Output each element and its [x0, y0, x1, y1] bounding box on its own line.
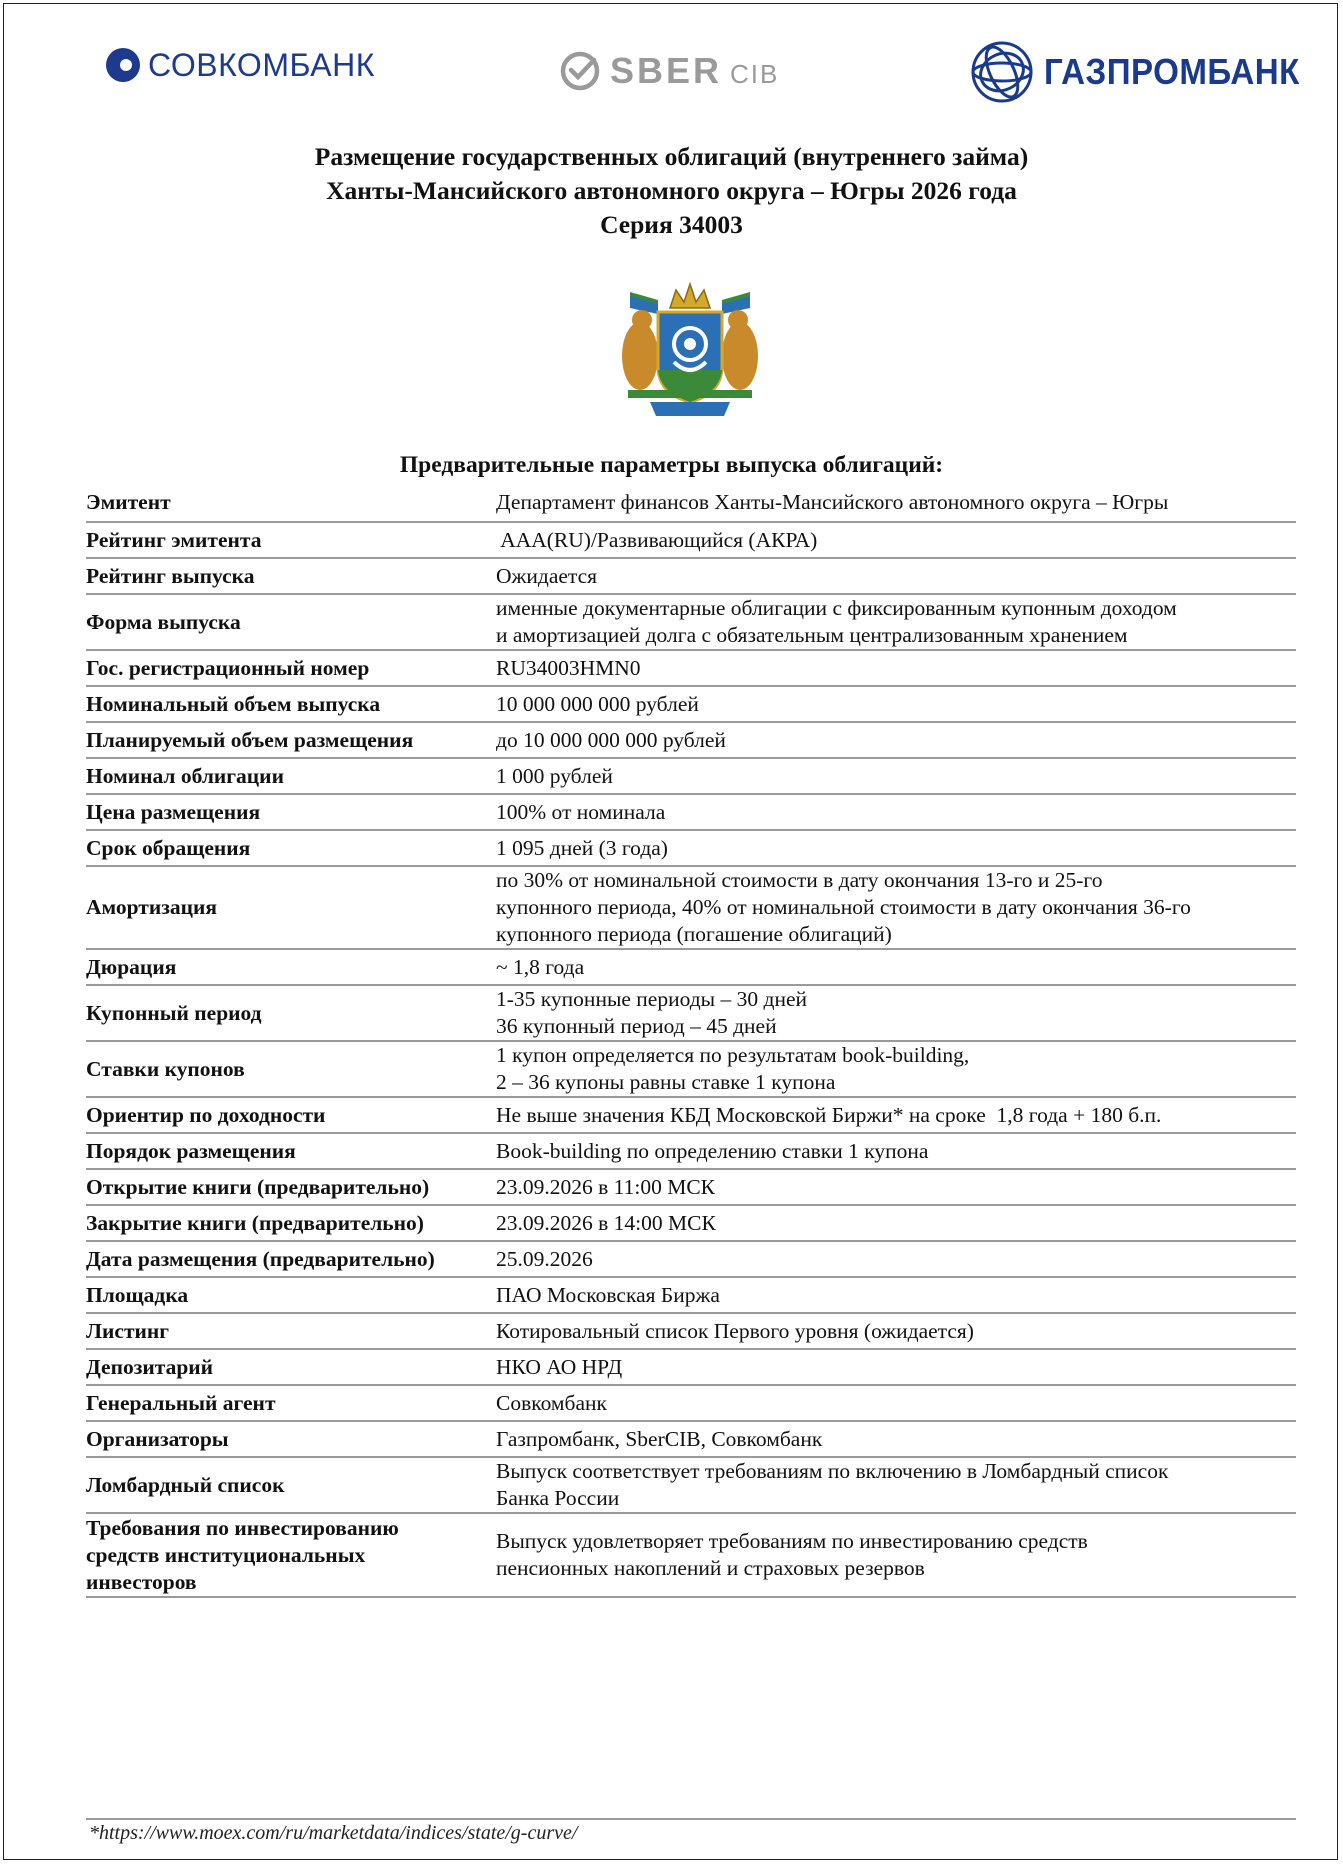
- param-value-line: RU34003HMN0: [496, 655, 641, 680]
- param-row: [86, 1241, 1296, 1277]
- param-key: Купонный период: [86, 1000, 262, 1025]
- partner-logos: [0, 38, 1343, 108]
- param-value-line: 100% от номинала: [496, 799, 666, 824]
- param-value-line: Газпромбанк, SberCIB, Совкомбанк: [496, 1426, 823, 1451]
- param-row: [86, 1349, 1296, 1385]
- param-row: [86, 1169, 1296, 1205]
- param-value-line: 10 000 000 000 рублей: [496, 691, 699, 716]
- param-value: [496, 1097, 1296, 1133]
- param-key: [86, 1513, 496, 1597]
- param-value: [496, 522, 1296, 558]
- param-row: [86, 686, 1296, 722]
- param-value-line: купонного периода (погашение облигаций): [496, 922, 892, 946]
- param-value-line: до 10 000 000 000 рублей: [496, 727, 726, 752]
- param-value-line: по 30% от номинальной стоимости в дату окончания 13-го и 25-го: [496, 868, 1103, 892]
- sber-wordmark: SBER: [610, 50, 723, 91]
- param-value: [496, 650, 1296, 686]
- param-key: Форма выпуска: [86, 609, 241, 634]
- param-row: [86, 1457, 1296, 1513]
- param-value-line: Book-building по определению ставки 1 купона: [496, 1138, 929, 1163]
- param-row: [86, 1385, 1296, 1421]
- section-heading: Предварительные параметры выпуска облигаций:: [399, 452, 944, 478]
- param-row: [86, 650, 1296, 686]
- param-value-line: 36 купонный период – 45 дней: [496, 1014, 777, 1038]
- param-row: [86, 866, 1296, 949]
- param-key: Срок обращения: [86, 835, 251, 860]
- param-key: Листинг: [86, 1318, 170, 1343]
- param-key: Планируемый объем размещения: [86, 727, 414, 752]
- param-key-line: инвесторов: [86, 1569, 197, 1594]
- gazprombank-globe-icon: [970, 40, 1034, 104]
- param-value: [496, 1241, 1296, 1277]
- param-row: [86, 794, 1296, 830]
- parameters-table: [86, 484, 1296, 1598]
- footnote-divider: [86, 1818, 1296, 1820]
- param-value: [496, 1277, 1296, 1313]
- param-value: [496, 484, 1296, 522]
- param-row: [86, 1513, 1296, 1597]
- param-value: [496, 758, 1296, 794]
- sber-check-icon: [560, 51, 600, 91]
- param-value-line: Совкомбанк: [496, 1390, 607, 1415]
- param-key: Цена размещения: [86, 799, 261, 824]
- footnote: *https://www.moex.com/ru/marketdata/indices/state/g-curve/: [89, 1822, 578, 1844]
- param-value: [496, 794, 1296, 830]
- sber-cib-suffix: CIB: [730, 58, 780, 89]
- param-value-line: ПАО Московская Биржа: [496, 1282, 720, 1307]
- param-key: Дюрация: [86, 954, 177, 979]
- param-value: [496, 1205, 1296, 1241]
- param-value-line: и амортизацией долга с обязательным централизованным хранением: [496, 623, 1128, 647]
- param-value-line: 23.09.2026 в 14:00 МСК: [496, 1210, 716, 1235]
- param-key: Дата размещения (предварительно): [86, 1246, 435, 1271]
- gazprombank-wordmark: ГАЗПРОМБАНК: [1044, 51, 1300, 92]
- param-key: Организаторы: [86, 1426, 229, 1451]
- param-row: [86, 558, 1296, 594]
- param-value: [496, 1041, 1296, 1097]
- title-line-1: Размещение государственных облигаций (внутреннего займа): [314, 142, 1029, 171]
- param-value-line: Ожидается: [496, 563, 598, 588]
- param-row: [86, 949, 1296, 985]
- param-value: [496, 558, 1296, 594]
- param-value: [496, 1513, 1296, 1597]
- param-key: Ставки купонов: [86, 1056, 245, 1081]
- param-value: [496, 1421, 1296, 1457]
- param-row: [86, 594, 1296, 650]
- param-value-line: Котировальный список Первого уровня (ожидается): [496, 1318, 974, 1343]
- param-key-line: Требования по инвестированию: [86, 1515, 399, 1540]
- param-value: [496, 1313, 1296, 1349]
- param-value: [496, 1457, 1296, 1513]
- param-value: [496, 722, 1296, 758]
- param-row: [86, 1277, 1296, 1313]
- param-key: Ориентир по доходности: [86, 1102, 326, 1127]
- param-value-line: 1 купон определяется по результатам book-building,: [496, 1043, 970, 1067]
- param-row: [86, 722, 1296, 758]
- param-row: [86, 830, 1296, 866]
- param-value: [496, 1349, 1296, 1385]
- param-value-line: именные документарные облигации с фиксированным купонным доходом: [496, 596, 1177, 620]
- param-value: [496, 1385, 1296, 1421]
- param-row: [86, 1133, 1296, 1169]
- param-value-line: Департамент финансов Ханты-Мансийского автономного округа – Югры: [496, 490, 1169, 514]
- param-row: [86, 985, 1296, 1041]
- param-value: [496, 866, 1296, 949]
- param-value-line: 2 – 36 купоны равны ставке 1 купона: [496, 1070, 836, 1094]
- param-key-line: средств институциональных: [86, 1542, 366, 1567]
- title-line-3: Серия 34003: [600, 210, 743, 239]
- param-row: [86, 1041, 1296, 1097]
- param-value-line: 1 095 дней (3 года): [496, 835, 668, 860]
- param-key: Депозитарий: [86, 1354, 214, 1379]
- sovcombank-logo: [104, 46, 375, 84]
- param-value-line: AAA(RU)/Развивающийся (АКРА): [496, 527, 818, 552]
- document-title: [0, 140, 1343, 242]
- param-key: Гос. регистрационный номер: [86, 655, 370, 680]
- param-row: [86, 1313, 1296, 1349]
- sovcombank-wordmark: СОВКОМБАНК: [148, 46, 375, 83]
- param-value-line: пенсионных накоплений и страховых резервов: [496, 1556, 925, 1580]
- param-value: [496, 830, 1296, 866]
- param-value-line: Выпуск соответствует требованиям по включению в Ломбардный список: [496, 1459, 1169, 1483]
- param-row: [86, 522, 1296, 558]
- param-value-line: 23.09.2026 в 11:00 МСК: [496, 1174, 715, 1199]
- param-key: Амортизация: [86, 895, 218, 919]
- sber-cib-logo: [560, 50, 779, 92]
- param-key: Генеральный агент: [86, 1390, 276, 1415]
- param-value-line: купонного периода, 40% от номинальной стоимости в дату окончания 36-го: [496, 895, 1191, 919]
- param-key: Номинал облигации: [86, 763, 284, 788]
- param-value: [496, 594, 1296, 650]
- param-value-line: Банка России: [496, 1486, 620, 1510]
- param-key: Эмитент: [86, 490, 171, 514]
- param-row: [86, 1421, 1296, 1457]
- param-key: Открытие книги (предварительно): [86, 1174, 430, 1199]
- param-value-line: 1 000 рублей: [496, 763, 613, 788]
- sovcombank-emblem-icon: [104, 46, 142, 84]
- param-value: [496, 985, 1296, 1041]
- param-key: Номинальный объем выпуска: [86, 691, 381, 716]
- param-key: Ломбардный список: [86, 1472, 285, 1497]
- param-row: [86, 758, 1296, 794]
- param-value-line: 25.09.2026: [496, 1246, 593, 1271]
- param-value-line: 1-35 купонные периоды – 30 дней: [496, 987, 807, 1011]
- coat-of-arms-icon: [610, 278, 770, 424]
- param-row: [86, 484, 1296, 522]
- param-value-line: ~ 1,8 года: [496, 954, 585, 979]
- param-value-line: Не выше значения КБД Московской Биржи* на сроке 1,8 года + 180 б.п.: [496, 1102, 1162, 1127]
- param-key: Рейтинг выпуска: [86, 563, 255, 588]
- param-key: Закрытие книги (предварительно): [86, 1210, 424, 1235]
- param-key: Порядок размещения: [86, 1138, 296, 1163]
- param-value: [496, 686, 1296, 722]
- param-value-line: Выпуск удовлетворяет требованиям по инвестированию средств: [496, 1529, 1088, 1553]
- param-value-line: НКО АО НРД: [496, 1354, 623, 1379]
- param-row: [86, 1205, 1296, 1241]
- param-value: [496, 949, 1296, 985]
- param-key: Рейтинг эмитента: [86, 527, 262, 552]
- gazprombank-logo: [970, 40, 1322, 104]
- param-row: [86, 1097, 1296, 1133]
- title-line-2: Ханты-Мансийского автономного округа – Югры 2026 года: [326, 176, 1017, 205]
- param-key: Площадка: [86, 1282, 189, 1307]
- param-value: [496, 1133, 1296, 1169]
- param-value: [496, 1169, 1296, 1205]
